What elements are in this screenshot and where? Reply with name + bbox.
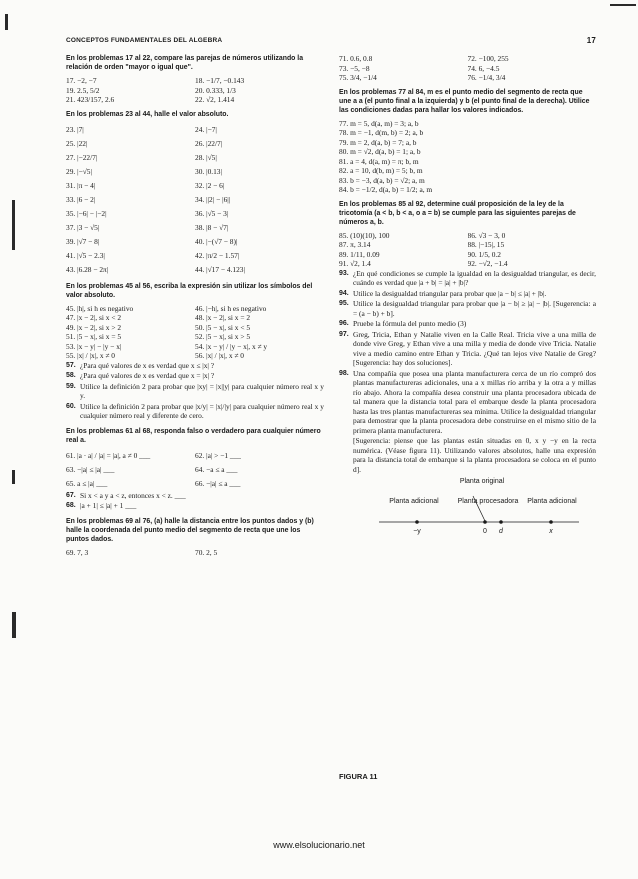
problem-number: 59. xyxy=(66,382,76,390)
instruction-61-68: En los problemas 61 al 68, responda falso o verdadero para cualquier número real a. xyxy=(66,427,321,444)
problem-item: 52. |5 − x|, si x > 5 xyxy=(195,332,251,341)
figure-11 xyxy=(339,478,596,544)
instruction-23-44: En los problemas 23 al 44, halle el valor absoluto. xyxy=(66,110,229,118)
problem-text: Una compañía que posea una planta manufacturera cerca de un río compró dos plantas manufactureras adicionales, una a x millas río arriba y la otra a y millas río abajo. Ahora la compañía desea construir una planta procesadora ubicada de tal manera que la distancia total para el embarque desde la planta procesadora hasta las tres plantas manufactureras sea mínima. Utilice la desigualdad triangular para demostrar que la planta procesadora debe construirse en el mismo sitio de la primera planta manufacturera. xyxy=(353,368,596,435)
instruction-77-84: En los problemas 77 al 84, m es el punto medio del segmento de recta que une a a (el punto final a la izquierda) y b (el punto final de la derecha). Utilice las condiciones dadas para hallar los valores indicados. xyxy=(339,88,590,114)
problems-67-68 xyxy=(66,491,324,511)
problem-row xyxy=(66,193,324,207)
problem-row xyxy=(66,313,324,323)
problem-row xyxy=(66,249,324,263)
problem-item xyxy=(66,371,324,381)
problem-number: 94. xyxy=(339,289,349,297)
problem-item: 41. |√5 − 2.3| xyxy=(66,250,105,260)
problem-row xyxy=(66,123,324,137)
problem-item: 73. −5, −8 xyxy=(339,63,370,73)
problem-item: 29. |−√5| xyxy=(66,166,92,176)
problem-row xyxy=(66,342,324,352)
problem-number xyxy=(339,436,353,474)
problem-item xyxy=(339,436,596,474)
problems-85-92 xyxy=(339,231,596,269)
instruction-45-56: En los problemas 45 al 56, escriba la expresión sin utilizar los símbolos del valor absoluto. xyxy=(66,282,313,299)
problem-item xyxy=(66,402,324,421)
problems-61-66 xyxy=(66,449,324,491)
problems-23-44 xyxy=(66,123,324,277)
problem-item: 85. (10)(10), 100 xyxy=(339,230,390,240)
problem-item: 87. π, 3.14 xyxy=(339,240,371,249)
running-header xyxy=(66,37,596,44)
problem-item: 91. √2, 1.4 xyxy=(339,259,371,268)
problem-item: 88. |−15|, 15 xyxy=(467,240,505,249)
problem-item: 70. 2, 5 xyxy=(195,547,218,557)
problem-item: 47. |x − 2|, si x < 2 xyxy=(66,313,122,322)
problem-item: 42. |π/2 − 1.57| xyxy=(195,250,240,260)
problem-item: 69. 7, 3 xyxy=(66,547,89,557)
problem-row xyxy=(66,86,324,96)
problem-row xyxy=(339,240,596,250)
instruction-69-76: En los problemas 69 al 76, (a) halle la distancia entre los puntos dados y (b) halle la coordenada del punto medio del segmento de recta que une los puntos dados. xyxy=(66,517,314,543)
instruction-17-22: En los problemas 17 al 22, compare las parejas de números utilizando la relación de orden "mayor o igual que". xyxy=(66,55,304,71)
problem-row xyxy=(66,151,324,165)
problem-item: 80. m = √2, d(a, b) = 1; a, b xyxy=(339,147,421,156)
problem-item: 20. 0.333, 1/3 xyxy=(195,85,236,95)
scan-mark xyxy=(12,612,16,638)
label-additional-plant-right: Planta adicional xyxy=(527,498,577,505)
tick-neg-y: −y xyxy=(413,528,421,535)
problem-number: 67. xyxy=(66,491,76,499)
problem-item: 37. |3 − √5| xyxy=(66,222,100,232)
label-processing-plant: Planta procesadora xyxy=(457,498,519,505)
problem-row xyxy=(66,449,324,463)
problem-row xyxy=(66,332,324,342)
problem-item: 36. |√5 − 3| xyxy=(195,208,229,218)
problem-item: 64. −a ≤ a ___ xyxy=(195,464,238,474)
problem-item: 90. 1/5, 0.2 xyxy=(467,249,501,259)
label-original-plant: Planta original xyxy=(459,478,505,485)
problem-item: 45. |h|, si h es negativo xyxy=(66,303,134,313)
tick-zero: 0 xyxy=(483,528,487,535)
problem-item xyxy=(339,319,596,329)
problem-text: Utilice la desigualdad triangular para probar que |a − b| ≤ |a| + |b|. xyxy=(353,288,547,298)
problem-item: 21. 423/157, 2.6 xyxy=(66,95,115,104)
problem-text: Utilice la desigualdad triangular para probar que |a − b| ≥ |a| − |b|. [Sugerencia: a = (a − b) + b]. xyxy=(353,299,596,318)
problem-number: 60. xyxy=(66,402,76,410)
problem-text: [Sugerencia: piense que las plantas están situadas en 0, x y −y en la recta numérica. (Véase figura 11). Utilizando valores absolutos, halle una expresión para la distancia total de embarque si la planta procesadora se coloca en el punto d]. xyxy=(353,436,596,474)
problem-item: 86. √3 − 3, 0 xyxy=(467,230,506,240)
problem-item: 78. m = −1, d(m, b) = 2; a, b xyxy=(339,128,424,137)
tick-x: x xyxy=(549,528,553,535)
problem-item: 74. 6, −4.5 xyxy=(467,63,500,73)
problem-item: 77. m = 5, d(a, m) = 3; a, b xyxy=(339,118,419,128)
problem-row xyxy=(66,477,324,491)
problem-number: 57. xyxy=(66,361,76,369)
scan-mark xyxy=(610,4,636,6)
problem-item: 38. |8 − √7| xyxy=(195,222,229,232)
problem-text: ¿Para qué valores de x es verdad que x ≤ |x| ? xyxy=(80,360,215,370)
problem-item: 54. |x − y| / |y − x|, x ≠ y xyxy=(195,341,268,351)
problem-item: 53. |x − y| − |y − x| xyxy=(66,341,122,351)
problem-item: 24. |−7| xyxy=(195,124,217,134)
problem-item: 55. |x| / |x|, x ≠ 0 xyxy=(66,351,115,360)
problem-item: 30. |0.13| xyxy=(195,166,222,176)
problem-number: 95. xyxy=(339,300,349,307)
problem-row xyxy=(66,207,324,221)
tick-d: d xyxy=(499,528,503,535)
problem-item: 35. |−6| − |−2| xyxy=(66,208,107,218)
problem-item xyxy=(339,330,596,368)
problem-item: 75. 3/4, −1/4 xyxy=(339,73,377,82)
problem-item: 89. 1/11, 0.09 xyxy=(339,249,380,259)
problem-item xyxy=(66,491,324,501)
problem-item: 84. b = −1/2, d(a, b) = 1/2; a, m xyxy=(339,185,433,194)
problem-row xyxy=(66,235,324,249)
problem-item: 79. m = 2, d(a, b) = 7; a, b xyxy=(339,137,417,147)
instruction-85-92: En los problemas 85 al 92, determine cuál proposición de la ley de la tricotomía (a < b, b < a, o a = b) se cumple para las siguientes parejas de números a, b. xyxy=(339,200,576,226)
problems-45-56 xyxy=(66,304,324,361)
problem-text: Si x < a y a < z, entonces x < z. ___ xyxy=(80,490,186,500)
problem-item: 66. −|a| ≤ a ___ xyxy=(195,478,241,488)
problem-row xyxy=(66,304,324,314)
problem-item: 72. −100, 255 xyxy=(467,54,509,63)
problem-item: 44. |√17 − 4.123| xyxy=(195,264,245,274)
problem-row xyxy=(339,64,596,74)
problem-item xyxy=(339,289,596,299)
problem-text: Utilice la definición 2 para probar que |x/y| = |x|/|y| para cualquier número real x y cualquier número real y diferente de cero. xyxy=(80,401,324,420)
scan-mark xyxy=(12,200,15,250)
header-title: CONCEPTOS FUNDAMENTALES DEL ALGEBRA xyxy=(66,37,223,44)
problems-57-60 xyxy=(66,361,324,421)
problem-row xyxy=(66,165,324,179)
problem-item: 39. |√7 − 8| xyxy=(66,236,100,246)
problem-item: 32. |2 − 6| xyxy=(195,180,225,190)
problem-item xyxy=(66,361,324,371)
problem-row xyxy=(66,95,324,105)
problem-row xyxy=(66,263,324,277)
problem-number: 68. xyxy=(66,502,76,509)
problem-item: 76. −1/4, 3/4 xyxy=(467,73,506,82)
problem-row xyxy=(66,137,324,151)
problem-row xyxy=(66,76,324,86)
problem-item xyxy=(339,369,596,436)
problem-row xyxy=(66,323,324,333)
problem-item: 33. |6 − 2| xyxy=(66,194,96,204)
problem-item: 17. −2, −7 xyxy=(66,76,97,85)
problem-item: 50. |5 − x|, si x < 5 xyxy=(195,322,251,332)
scan-mark xyxy=(5,14,8,30)
problem-row xyxy=(339,54,596,64)
problem-item: 82. a = 10, d(b, m) = 5; b, m xyxy=(339,166,423,175)
problem-item: 25. |22| xyxy=(66,138,88,148)
problem-item: 19. 2.5, 5/2 xyxy=(66,85,100,95)
problems-69-70 xyxy=(66,548,324,558)
problem-item: 26. |22/7| xyxy=(195,138,223,148)
problem-item: 51. |5 − x|, si x = 5 xyxy=(66,332,122,341)
problem-item: 71. 0.6, 0.8 xyxy=(339,54,373,63)
problem-text: |a + 1| ≤ |a| + 1 ___ xyxy=(80,501,137,510)
problem-item: 23. |7| xyxy=(66,124,84,134)
problem-item: 31. |π − 4| xyxy=(66,180,96,190)
problem-number: 97. xyxy=(339,330,349,338)
problem-row xyxy=(66,221,324,235)
problem-item: 63. −|a| ≤ |a| ___ xyxy=(66,464,115,474)
problem-number: 96. xyxy=(339,320,349,327)
problem-item: 92. −√2, −1.4 xyxy=(467,259,508,268)
problem-item: 43. |6.28 − 2π| xyxy=(66,264,109,274)
problem-text: ¿En qué condiciones se cumple la igualdad en la desigualdad triangular, es decir, cuándo es verdad que |a + b| = |a| + |b|? xyxy=(353,268,596,287)
problems-77-84 xyxy=(339,119,596,195)
problem-text: ¿Para qué valores de x es verdad que x = |x| ? xyxy=(80,371,215,380)
problem-item: 49. |x − 2|, si x > 2 xyxy=(66,322,122,332)
problem-item xyxy=(66,382,324,401)
problems-17-22 xyxy=(66,76,324,105)
label-additional-plant-left: Planta adicional xyxy=(389,498,439,505)
figure-caption: FIGURA 11 xyxy=(339,772,378,781)
problem-number: 58. xyxy=(66,372,76,379)
problem-item xyxy=(339,299,596,318)
problem-text: Pruebe la fórmula del punto medio (3) xyxy=(353,319,467,328)
problem-item: 28. |√5| xyxy=(195,152,217,162)
problem-number: 98. xyxy=(339,369,349,377)
problem-row xyxy=(339,250,596,260)
page-number: 17 xyxy=(586,36,596,45)
problem-row xyxy=(339,73,596,83)
problem-row xyxy=(66,351,324,361)
problem-row xyxy=(339,231,596,241)
problem-item xyxy=(339,269,596,288)
problem-item: 27. |−22/7| xyxy=(66,152,98,162)
problem-item: 65. a ≤ |a| ___ xyxy=(66,478,108,488)
problem-item xyxy=(66,501,324,511)
footer-url: www.elsolucionario.net xyxy=(273,840,365,850)
problem-item: 81. a = 4, d(a, m) = π; b, m xyxy=(339,156,419,166)
problem-row xyxy=(66,548,324,558)
scan-mark xyxy=(12,470,15,484)
problem-row xyxy=(66,463,324,477)
problem-text: Greg, Tricia, Ethan y Natalie viven en la Calle Real. Tricia vive a una milla de donde vive Greg, y Ethan vive a una milla y media de donde vive Tricia. Natalie vive a medio camino entre Ethan y Tricia. ¿Qué tan lejos vive Natalie de Greg? [Sugerencia: hay dos soluciones]. xyxy=(353,329,596,367)
problem-row xyxy=(66,179,324,193)
problem-item: 34. ||2| − |6|| xyxy=(195,194,231,204)
problem-row xyxy=(339,259,596,269)
problem-number: 93. xyxy=(339,269,349,277)
problem-item: 62. |a| > −1 ___ xyxy=(195,450,241,460)
problem-item: 56. |x| / |x|, x ≠ 0 xyxy=(195,351,244,360)
problem-item: 61. |a · a| / |a| = |a|, a ≠ 0 ___ xyxy=(66,450,151,460)
problem-item: 18. −1/7, −0.143 xyxy=(195,76,245,85)
problem-item: 22. √2, 1.414 xyxy=(195,95,235,104)
problem-item: 40. |−(√7 − 8)| xyxy=(195,236,238,246)
left-column xyxy=(66,54,324,557)
right-column xyxy=(339,54,596,544)
problem-item: 83. b = −3, d(a, b) = √2; a, m xyxy=(339,175,425,185)
problem-text: Utilice la definición 2 para probar que |xy| = |x||y| para cualquier número real x y y. xyxy=(80,381,324,400)
problem-item: 46. |−h|, si h es negativo xyxy=(195,303,267,313)
problems-93-98 xyxy=(339,269,596,475)
problem-item: 48. |x − 2|, si x = 2 xyxy=(195,313,251,322)
problems-71-76 xyxy=(339,54,596,83)
